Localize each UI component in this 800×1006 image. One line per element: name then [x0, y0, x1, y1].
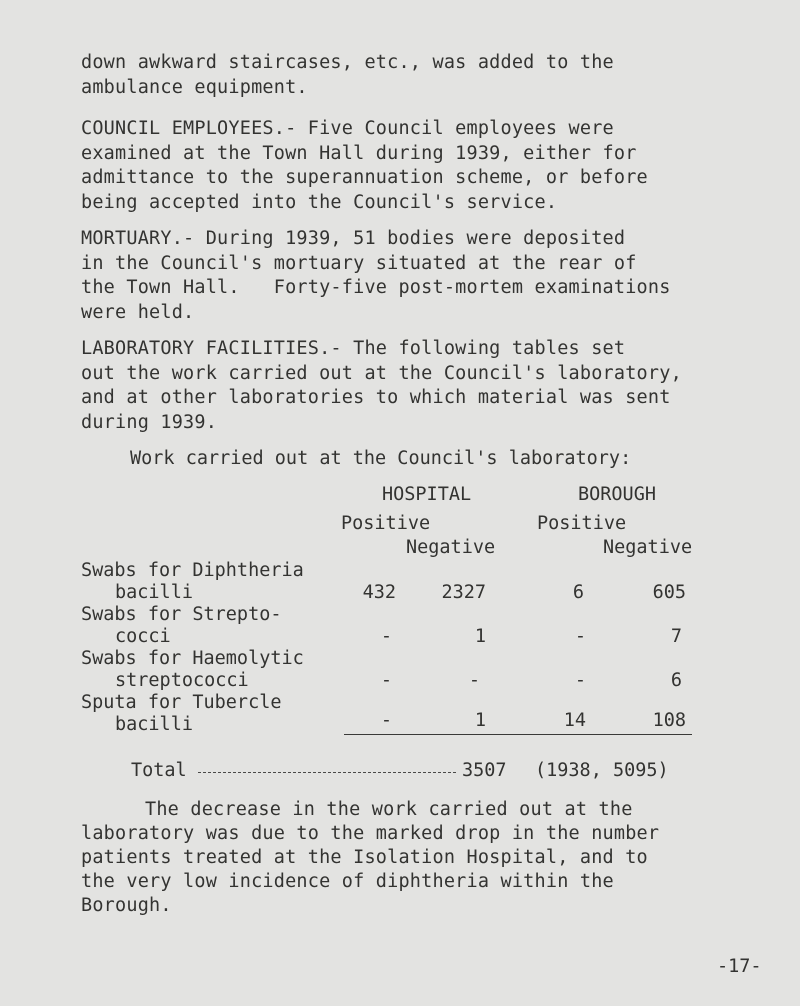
- mortuary-line: MORTUARY.- During 1939, 51 bodies were deposited: [81, 228, 626, 249]
- council-employees-line: being accepted into the Council's service.: [81, 191, 558, 213]
- row-label-line2: bacilli: [115, 582, 193, 603]
- borough-negative-cell: 7: [670, 626, 682, 647]
- borough-positive-cell: -: [574, 670, 586, 691]
- mortuary-line: in the Council's mortuary situated at the rear of: [81, 252, 637, 274]
- borough-negative-cell: 605: [652, 582, 686, 603]
- row-label-line2: cocci: [115, 626, 171, 647]
- total-leader-line: [198, 772, 456, 773]
- council-employees-line: examined at the Town Hall during 1939, either for: [81, 142, 637, 164]
- total-previous-year: (1938, 5095): [535, 760, 669, 781]
- mortuary-paragraph: [81, 227, 781, 325]
- total-value: 3507: [462, 760, 507, 781]
- row-label-line1: Swabs for Haemolytic: [81, 648, 304, 669]
- hospital-negative-cell: 2327: [441, 582, 486, 603]
- group-header-borough: BOROUGH: [578, 484, 656, 505]
- hospital-positive-cell: -: [380, 626, 392, 647]
- hospital-positive-header: Positive: [341, 513, 431, 534]
- decrease-paragraph: [81, 798, 781, 918]
- borough-positive-cell: -: [574, 626, 586, 647]
- table-caption: Work carried out at the Council's laboratory:: [130, 448, 632, 469]
- page-number: -17-: [717, 956, 762, 977]
- hospital-positive-cell: -: [380, 710, 392, 731]
- row-label-line2: bacilli: [115, 714, 193, 735]
- laboratory-line: during 1939.: [81, 411, 218, 433]
- decrease-line: Borough.: [81, 895, 172, 916]
- decrease-line: the very low incidence of diphtheria within the: [81, 871, 614, 892]
- row-label-line1: Swabs for Strepto-: [81, 604, 282, 625]
- laboratory-line: out the work carried out at the Council's laboratory,: [81, 362, 682, 384]
- borough-negative-cell: 6: [670, 670, 682, 691]
- council-employees-line: admittance to the superannuation scheme, or before: [81, 167, 648, 188]
- hospital-positive-cell: -: [380, 670, 392, 691]
- row-label-line1: Sputa for Tubercle: [81, 692, 282, 713]
- total-rule: [344, 734, 692, 735]
- row-label-line2: streptococci: [115, 670, 249, 691]
- decrease-line: patients treated at the Isolation Hospital, and to: [81, 847, 648, 868]
- mortuary-line: were held.: [81, 301, 195, 323]
- laboratory-paragraph: [81, 337, 781, 435]
- borough-negative-header: Negative: [603, 537, 693, 558]
- intro-line: down awkward staircases, etc., was added to the: [81, 52, 614, 73]
- intro-line: ambulance equipment.: [81, 76, 308, 98]
- hospital-negative-cell: -: [468, 670, 480, 691]
- total-label: Total: [131, 760, 187, 781]
- borough-positive-header: Positive: [537, 513, 627, 534]
- decrease-line: The decrease in the work carried out at the: [145, 799, 633, 820]
- row-label-line1: Swabs for Diphtheria: [81, 560, 304, 581]
- borough-positive-cell: 14: [563, 710, 586, 731]
- mortuary-line: the Town Hall. Forty-five post-mortem examinations: [81, 277, 671, 298]
- borough-negative-cell: 108: [652, 710, 686, 731]
- hospital-positive-cell: 432: [362, 582, 396, 603]
- council-employees-paragraph: [81, 117, 781, 215]
- hospital-negative-cell: 1: [474, 626, 486, 647]
- hospital-negative-header: Negative: [406, 537, 496, 558]
- decrease-line: laboratory was due to the marked drop in the number: [81, 823, 660, 844]
- borough-positive-cell: 6: [572, 582, 584, 603]
- group-header-hospital: HOSPITAL: [382, 484, 472, 505]
- laboratory-line: LABORATORY FACILITIES.- The following tables set: [81, 338, 626, 359]
- laboratory-line: and at other laboratories to which material was sent: [81, 387, 671, 408]
- hospital-negative-cell: 1: [474, 710, 486, 731]
- intro-paragraph: [81, 51, 781, 100]
- council-employees-line: COUNCIL EMPLOYEES.- Five Council employees were: [81, 118, 614, 139]
